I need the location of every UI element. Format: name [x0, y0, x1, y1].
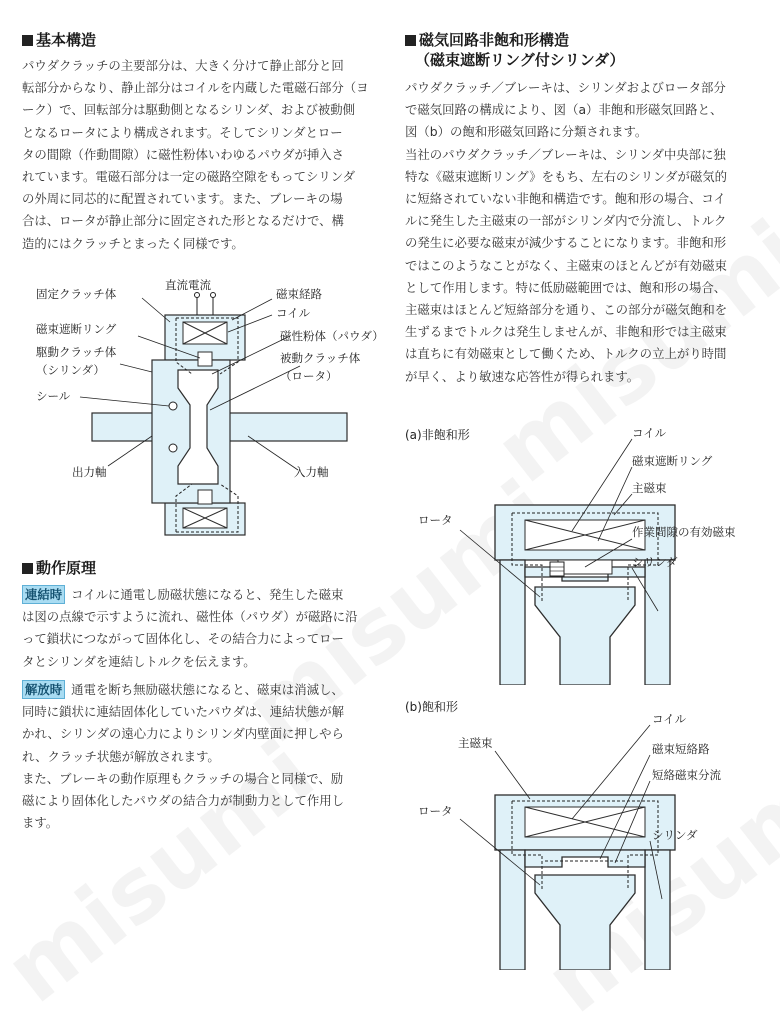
text-line: として作用します。特に低励磁範囲では、飽和形の場合、	[405, 279, 727, 295]
basic-structure-title: 基本構造	[36, 31, 97, 49]
text-line: ではこのようなことがなく、主磁束のほとんどが有効磁束	[405, 257, 727, 273]
figure-b-saturated	[400, 695, 770, 970]
fig-b-main-flux-label: 主磁束	[458, 736, 493, 750]
label-ring: 磁束遮断リング	[36, 322, 117, 336]
engage-text	[22, 584, 384, 673]
text-line: ルに発生した主磁束の一部がシリンダ内で分流し、トルク	[405, 213, 727, 229]
text-line: は直ちに有効磁束として働くため、トルクの立上がり時間	[405, 346, 727, 362]
text-line	[22, 584, 384, 606]
text-line: 図（b）の飽和形磁気回路に分類されます。	[405, 124, 648, 140]
nonsat-subheading: （磁束遮断リング付シリンダ）	[415, 51, 625, 69]
fig-a-cylinder-label: シリンダ	[632, 555, 678, 569]
nonsat-heading	[405, 30, 569, 50]
seal	[169, 444, 177, 452]
label-driven-body-sub: （ロータ）	[280, 369, 338, 383]
label-drive-body: 駆動クラッチ体	[36, 345, 117, 359]
flux-ring-lower	[198, 490, 212, 504]
cylinder-right	[645, 850, 670, 970]
cylinder-right	[645, 560, 670, 685]
text-line: 磁により固体化したパウダの結合力が制動力として作用し	[22, 793, 345, 809]
text-line: 特な《磁束遮断リング》をもち、左右のシリンダが磁気的	[405, 168, 728, 184]
text-line: 合は、ロータが静止部分に固定された形となるだけで、構	[22, 213, 344, 229]
text-line: となるロータにより構成されます。そしてシリンダとロー	[22, 124, 343, 140]
fig-a-rotor-label: ロータ	[418, 513, 453, 527]
terminal-icon	[211, 293, 216, 298]
fig-a-main-flux-label: 主磁束	[632, 481, 667, 495]
nonsat-text	[405, 77, 767, 388]
text-line: 生ずるまでトルクは発生しませんが、非飽和形では主磁束	[405, 324, 727, 340]
structure-diagram	[0, 270, 400, 545]
basic-structure-text	[22, 55, 384, 255]
fig-a-label: (a)非飽和形	[405, 428, 470, 442]
square-bullet-icon	[22, 35, 33, 46]
fig-a-coil-label: コイル	[632, 426, 667, 440]
label-drive-body-sub: （シリンダ）	[36, 363, 105, 377]
terminal-icon	[195, 293, 200, 298]
rotor	[535, 587, 635, 685]
cylinder-left	[500, 850, 525, 970]
text-line: って鎖状につながって固体化し、その結合力によってロー	[22, 631, 344, 647]
engage-tag: 連結時	[22, 585, 65, 604]
nonsat-title: 磁気回路非飽和形構造	[419, 31, 570, 49]
label-seal: シール	[36, 389, 71, 403]
text-line: 当社のパウダクラッチ／ブレーキは、シリンダ中央部に独	[405, 146, 726, 162]
text-span: 通電を断ち無励磁状態になると、磁束は消滅し、	[71, 682, 344, 697]
fig-b-rotor-label: ロータ	[418, 804, 453, 818]
square-bullet-icon	[22, 563, 33, 574]
cylinder-short-path	[525, 850, 645, 867]
text-line: は図の点線で示すように流れ、磁性体（パウダ）が磁路に沿	[22, 609, 358, 625]
text-line: で磁気回路の構成により、図（a）非飽和形磁気回路と、	[405, 102, 723, 118]
text-line: 造的にはクラッチとまったく同様です。	[22, 235, 244, 251]
text-line: かれ、シリンダの遠心力によりシリンダ内壁面に押しやら	[22, 726, 344, 742]
text-line: 主磁束はほとんど短絡部分を通り、この部分が磁気飽和を	[405, 302, 728, 318]
label-dc: 直流電流	[165, 278, 211, 292]
text-line: パウダクラッチの主要部分は、大きく分けて静止部分と回	[22, 58, 344, 73]
fig-a-ring-label: 磁束遮断リング	[632, 454, 713, 468]
label-fixed-body: 固定クラッチ体	[36, 287, 117, 301]
fig-b-cylinder-label: シリンダ	[652, 828, 698, 842]
flux-ring-upper	[198, 352, 212, 366]
release-text	[22, 679, 384, 834]
figure-a-nonsaturated	[400, 415, 770, 685]
fig-b-label: (b)飽和形	[405, 700, 458, 714]
fig-b-short-flow-label: 短絡磁束分流	[652, 768, 721, 782]
text-line: また、ブレーキの動作原理もクラッチの場合と同様で、励	[22, 770, 344, 786]
text-line: パウダクラッチ／ブレーキは、シリンダおよびロータ部分	[405, 80, 726, 95]
label-powder: 磁性粉体（パウダ）	[280, 329, 384, 343]
label-input-shaft: 入力軸	[294, 465, 329, 479]
text-line: ーク）で、回転部分は駆動側となるシリンダ、および被動側	[22, 102, 356, 118]
text-line: ます。	[22, 815, 59, 831]
text-line	[22, 679, 384, 701]
text-line: 同時に鎖状に連結固体化していたパウダは、連結状態が解	[22, 704, 345, 720]
text-line: の外周に同芯的に配置されています。また、ブレーキの場	[22, 191, 343, 207]
seal	[169, 402, 177, 410]
text-line: タとシリンダを連結しトルクを伝えます。	[22, 653, 256, 669]
text-line: れています。電磁石部分は一定の磁路空隙をもってシリンダ	[22, 169, 356, 185]
principle-heading	[22, 558, 96, 578]
label-flux-path: 磁束経路	[276, 287, 322, 301]
text-span: コイルに通電し励磁状態になると、発生した磁束	[71, 587, 344, 602]
text-line: に短絡されていない非飽和構造です。飽和形の場合、コイ	[405, 191, 726, 207]
fig-a-effective-label: 作業間隙の有効磁束	[632, 525, 736, 539]
basic-structure-heading	[22, 30, 96, 50]
text-line: の発生に必要な磁束が減少することになります。非飽和形	[405, 235, 727, 251]
text-line: が早く、より敏速な応答性が得られます。	[405, 368, 640, 384]
rotor	[535, 875, 635, 970]
label-output-shaft: 出力軸	[72, 465, 107, 479]
release-tag: 解放時	[22, 680, 65, 699]
label-driven-body: 被動クラッチ体	[280, 351, 361, 365]
text-line: タの間隙（作動間隙）に磁性粉体いわゆるパウダが挿入さ	[22, 146, 345, 162]
text-line: 転部分からなり、静止部分はコイルを内蔵した電磁石部分（ヨ	[22, 80, 369, 96]
hatched-ring	[550, 562, 564, 576]
square-bullet-icon	[405, 35, 416, 46]
text-line: れ、クラッチ状態が解放されます。	[22, 748, 220, 764]
label-coil: コイル	[276, 306, 311, 320]
principle-title: 動作原理	[36, 559, 97, 577]
fig-b-coil-label: コイル	[652, 712, 687, 726]
fig-b-short-path-label: 磁束短絡路	[652, 742, 710, 756]
cylinder-left	[500, 560, 525, 685]
